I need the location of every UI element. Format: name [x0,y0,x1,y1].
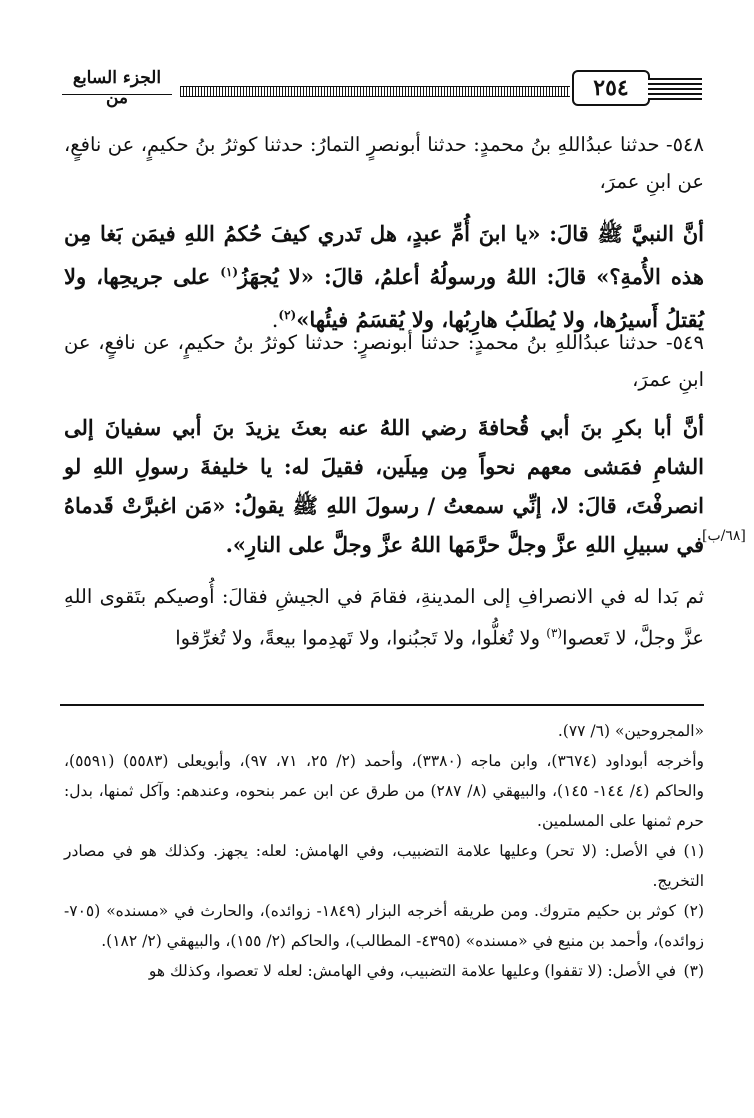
footnote-continuation-2: وأخرجه أبوداود (٣٦٧٤)، وابن ماجه (٣٣٨٠)، وأحمد (٢/ ٢٥، ٧١، ٩٧)، وأبويعلى (٥٥٨٣) (٥٥٩١)، والحاكم (٤/ ١٤٤- ١٤٥)، والبيهقي (٨/ ٢٨٧) من طرق عن ابن عمر بنحوه، وعندهم: وآكل ثمنها، بدل: حرم ثمنها على المسلمين. [64,752,705,830]
running-title-rule [62,94,172,95]
footnote-ref-3[interactable]: (٣) [546,626,563,640]
footnote-3-text: في الأصل: (لا تقفوا) وعليها علامة التضبيب، وفي الهامش: لعله لا تعصوا، وكذلك هو [148,962,676,980]
matn-548 [64,214,704,340]
continuation-549-a: ثم بَدا له في الانصرافِ إلى المدينةِ، فقامَ في الجيشِ فقالَ: أُوصيكم بتَقوى اللهِ عزَّ وجلَّ، لا تَعصوا [64,585,704,650]
footnote-ref-2[interactable]: (٢) [278,308,297,322]
footnote-divider [60,704,704,706]
footnote-2-text: كوثر بن حكيم متروك. ومن طريقه أخرجه البزار (١٨٤٩- زوائده)، والحارث في «مسنده» (٧٠٥- زوائده)، وأحمد بن منيع في «مسنده» (٤٣٩٥- المطالب)، والحاكم (٢/ ١٥٥)، والبيهقي (٢/ ١٨٢). [64,902,704,950]
page-header [62,62,702,108]
footnote-ref-1[interactable]: (١) [220,265,239,279]
hadith-548 [64,126,704,340]
footnotes [64,716,704,986]
isnad-549: ٥٤٩- حدثنا عبدُاللهِ بنُ محمدٍ: حدثنا أبونصرٍ: حدثنا كوثرُ بنُ حكيمٍ، عن نافعٍ، عن ابنِ عمرَ، [64,331,704,391]
hadith-549 [64,324,704,657]
matn-549: أنَّ أبا بكرِ بنَ أبي قُحافةَ رضي اللهُ عنه بعثَ يزيدَ بنَ أبي سفيانَ إلى الشامِ فمَشى معهم نحواً مِن مِيلَين، فقيلَ له: يا خليفةَ رسولِ اللهِ لو انصرفْتَ، قالَ: لا، إنِّي سمعتُ / رسولَ اللهِ ﷺ يقولُ: «مَن اغبرَّتْ قَدماهُ في سبيلِ اللهِ عزَّ وجلَّ حرَّمَها اللهُ عزَّ وجلَّ على النارِ». [64,415,704,557]
isnad-548: ٥٤٨- حدثنا عبدُاللهِ بنُ محمدٍ: حدثنا أبونصرٍ التمارُ: حدثنا كوثرُ بنُ حكيمٍ، عن نافعٍ، عن ابنِ عمرَ، [64,133,704,193]
matn-548-text: أنَّ النبيَّ ﷺ قالَ: «يا ابنَ أُمِّ عبدٍ، هل تَدري كيفَ حُكمُ اللهِ فيمَن بَغا مِن هذه الأُمةِ؟» قالَ: اللهُ ورسولُهُ أعلمُ، قالَ: «لا يُجهَزُ [64,221,704,289]
footnote-2-number: (٢) [683,902,704,920]
footnote-3-number: (٣) [683,962,704,980]
footnote-1-text: في الأصل: (لا تحر) وعليها علامة التضبيب، وفي الهامش: لعله: يجهز. وكذلك هو في مصادر التخريج. [64,842,704,890]
folio-marker: [٦٨/ب] [702,528,746,544]
footnote-continuation-1: «المجروحين» (٦/ ٧٧). [557,722,704,740]
footnote-1 [64,836,704,896]
footnote-2 [64,896,704,956]
continuation-549-b: ولا تُغلُّوا، ولا تَجبُنوا، ولا تَهدِموا بيعةً، ولا تُغرِّقوا [175,626,547,650]
footnote-3 [64,956,704,986]
continuation-549 [64,578,704,657]
matn-548-period: . [271,308,279,332]
page-number: ٢٥٤ [572,70,650,106]
header-ornament-band [180,86,570,97]
matn-548-end: على جريحِها، ولا يُقتلُ أَسيرُها، ولا يُطلَبُ هارِبُها، ولا يُقسَمُ فيئُها» [64,264,704,332]
header-ornament-tail [648,78,702,100]
footnote-1-number: (١) [683,842,704,860]
running-title: الجزء السابع من [72,68,162,108]
